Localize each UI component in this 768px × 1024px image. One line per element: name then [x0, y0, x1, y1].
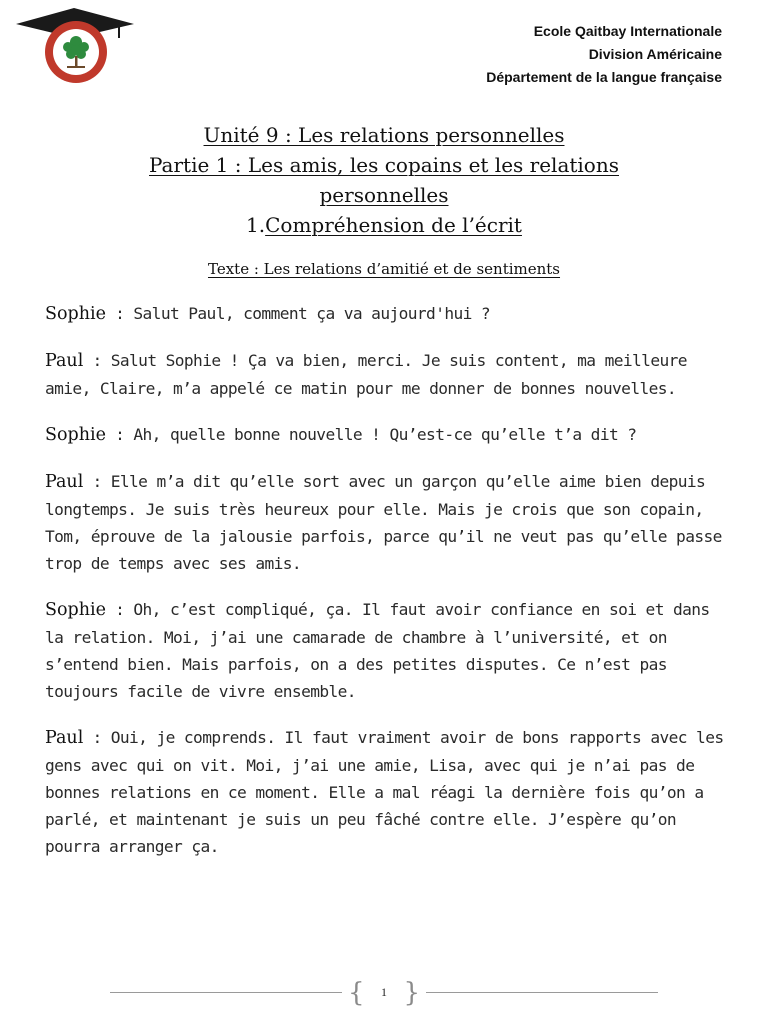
dialogue-line: [45, 347, 735, 402]
dialogue-text: : Oui, je comprends. Il faut vraiment avoir de bons rapports avec les gens avec qui on vit. Moi, j’ai une amie, Lisa, avec qui je n’ai pas de bonnes relations en ce moment. Elle a mal réagi la dernière fois qu’on a parlé, et maintenant je suis un peu fâché contre elle. J’espère qu’on pourra arranger ça.: [45, 728, 724, 856]
speaker-name: Paul: [45, 472, 84, 492]
speaker-name: Sophie: [45, 600, 106, 620]
dialogue-text: : Elle m’a dit qu’elle sort avec un garçon qu’elle aime bien depuis longtemps. Je suis très heureux pour elle. Mais je crois que son copain, Tom, éprouve de la jalousie parfois, parce qu’il ne veut pas qu’elle passe trop de temps avec ses amis.: [45, 472, 722, 573]
school-header: [486, 20, 722, 89]
page-footer: [110, 978, 658, 1008]
section-number: 1.: [246, 213, 266, 237]
part-title-line-2: personnelles: [319, 183, 449, 207]
dialogue-line: [45, 421, 735, 449]
dialogue-line: [45, 468, 735, 577]
dialogue-text: : Salut Paul, comment ça va aujourd'hui ?: [105, 304, 491, 323]
speaker-name: Paul: [45, 728, 84, 748]
division-name: Division Américaine: [588, 46, 722, 62]
left-brace-icon: {: [348, 978, 365, 1008]
school-logo: [14, 6, 136, 86]
speaker-name: Sophie: [45, 304, 106, 324]
school-name: Ecole Qaitbay Internationale: [533, 23, 722, 39]
speaker-name: Sophie: [45, 425, 106, 445]
text-title-wrap: [0, 258, 768, 280]
dialogue-text: : Ah, quelle bonne nouvelle ! Qu’est-ce qu’elle t’a dit ?: [105, 425, 637, 444]
dialogue-line: [45, 596, 735, 705]
dialogue-line: [45, 300, 735, 328]
dialogue: [45, 300, 735, 879]
section-title: Compréhension de l’écrit: [265, 213, 522, 237]
dialogue-text: : Salut Sophie ! Ça va bien, merci. Je suis content, ma meilleure amie, Claire, m’a appelé ce matin pour me donner de bonnes nouvelles.: [45, 351, 687, 398]
dialogue-line: [45, 724, 735, 860]
department-name: Département de la langue française: [486, 69, 722, 85]
text-title: Texte : Les relations d’amitié et de sentiments: [207, 260, 561, 278]
unit-title: Unité 9 : Les relations personnelles: [203, 123, 565, 147]
speaker-name: Paul: [45, 351, 84, 371]
part-title-line-1: Partie 1 : Les amis, les copains et les relations: [149, 153, 619, 177]
page-number: 1: [381, 985, 387, 999]
right-brace-icon: }: [403, 978, 420, 1008]
dialogue-text: : Oh, c’est compliqué, ça. Il faut avoir confiance en soi et dans la relation. Moi, j’ai une camarade de chambre à l’université, et on s’entend bien. Mais parfois, on a des petites disputes. Ce n’est pas toujours facile de vivre ensemble.: [45, 600, 710, 701]
title-block: [0, 120, 768, 240]
